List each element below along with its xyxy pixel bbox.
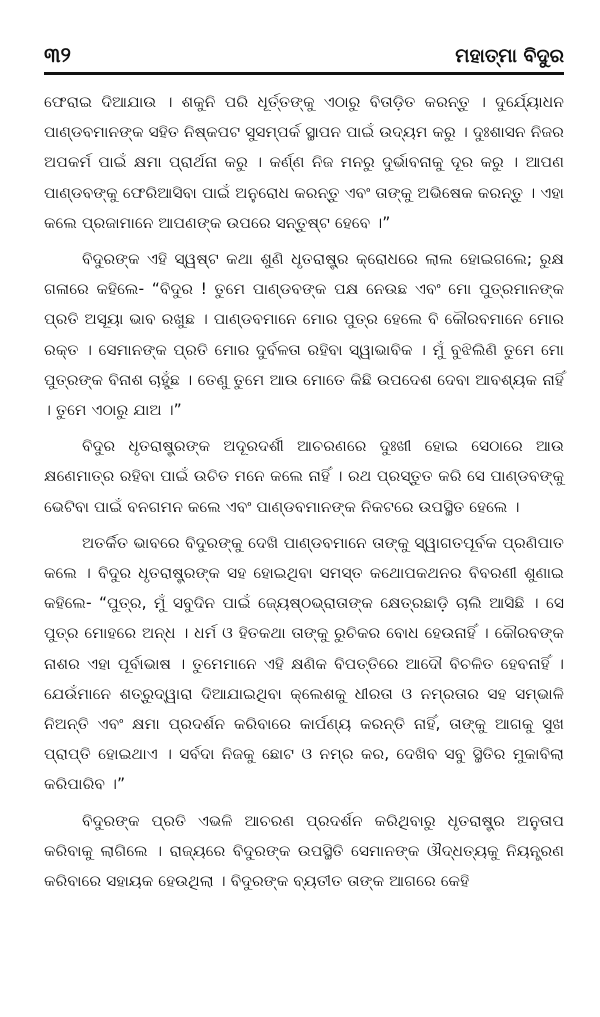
paragraph: ଅତର୍କିତ ଭାବରେ ବିଦୁରଙ୍କୁ ଦେଖି ପାଣ୍ଡବମାନେ ତାଙ୍କୁ ସ୍ୱାଗତପୂର୍ବକ ପ୍ରଣିପାତ କଲେ । ବିଦୁର ଧୃତରାଷ୍ଟ୍ରଙ୍କ ସହ ହୋଇଥିବା ସମସ୍ତ କଥୋପକଥନର ବିବରଣୀ ଶୁଣାଇ କହିଲେ- “ପୁତ୍ର, ମୁଁ ସବୁଦିନ ପାଇଁ ଜ୍ୟେଷ୍ଠଭ୍ରାତାଙ୍କ କ୍ଷେତ୍ରଛାଡ଼ି ଚାଲି ଆସିଛି । ସେ ପୁତ୍ର ମୋହରେ ଅନ୍ଧ । ଧର୍ମ ଓ ହିତକଥା ତାଙ୍କୁ ରୁଚିକର ବୋଧ ହେଉନାହିଁ । କୌରବଙ୍କ ନାଶର ଏହା ପୂର୍ବାଭାଷ । ତୁମେମାନେ ଏହି କ୍ଷଣିକ ବିପତ୍ତିରେ ଆଦୌ ବିଚଳିତ ହେବନାହିଁ । ଯେଉଁମାନେ ଶତ୍ରୁଦ୍ୱାରା ଦିଆଯାଇଥିବା କ୍ଲେଶକୁ ଧୀରତା ଓ ନମ୍ରତାର ସହ ସମ୍ଭାଳି ନିଅନ୍ତି ଏବଂ କ୍ଷମା ପ୍ରଦର୍ଶନ କରିବାରେ କାର୍ପଣ୍ୟ କରନ୍ତି ନାହିଁ, ତାଙ୍କୁ ଆଗକୁ ସୁଖ ପ୍ରାପ୍ତି ହୋଇଥାଏ । ସର୍ବଦା ନିଜକୁ ଛୋଟ ଓ ନମ୍ର କର, ଦେଖିବ ସବୁ ସ୍ଥିତିର ମୁକାବିଲା କରିପାରିବ ।” [44,533,564,794]
paragraph: ଫେରାଇ ଦିଆଯାଉ । ଶକୁନି ପରି ଧୂର୍ତ୍ତଙ୍କୁ ଏଠାରୁ ବିତାଡ଼ିତ କରନ୍ତୁ । ଦୁର୍ଯ୍ୟୋଧନ ପାଣ୍ଡବମାନଙ୍କ ସହିତ ନିଷ୍କପଟ ସୁସମ୍ପର୍କ ସ୍ଥାପନ ପାଇଁ ଉଦ୍ୟମ କରୁ । ଦୁଃଶାସନ ନିଜର ଅପକର୍ମ ପାଇଁ କ୍ଷମା ପ୍ରାର୍ଥନା କରୁ । କର୍ଣ୍ଣ ନିଜ ମନରୁ ଦୁର୍ଭାବନାକୁ ଦୂର କରୁ । ଆପଣ ପାଣ୍ଡବଙ୍କୁ ଫେରିଆସିବା ପାଇଁ ଅନୁରୋଧ କରନ୍ତୁ ଏବଂ ତାଙ୍କୁ ଅଭିଷେକ କରନ୍ତୁ । ଏହା କଲେ ପ୍ରଜାମାନେ ଆପଣଙ୍କ ଉପରେ ସନ୍ତୁଷ୍ଟ ହେବେ ।” [44,93,564,232]
page-header [44,38,564,75]
paragraph: ବିଦୁରଙ୍କ ଏହି ସ୍ୱଷ୍ଟ କଥା ଶୁଣି ଧୃତରାଷ୍ଟ୍ର କ୍ରୋଧରେ ଲାଲ ହୋଇଗଲେ; ରୁକ୍ଷ ଗଳାରେ କହିଲେ- “ବିଦୁର ! ତୁମେ ପାଣ୍ଡବଙ୍କ ପକ୍ଷ ନେଉଛ ଏବଂ ମୋ ପୁତ୍ରମାନଙ୍କ ପ୍ରତି ଅସୂୟା ଭାବ ରଖୁଛ । ପାଣ୍ଡବମାନେ ମୋର ପୁତ୍ର ହେଲେ ବି କୌରବମାନେ ମୋର ରକ୍ତ । ସେମାନଙ୍କ ପ୍ରତି ମୋର ଦୁର୍ବଳତା ରହିବା ସ୍ୱାଭାବିକ । ମୁଁ ବୁଝିଲିଣି ତୁମେ ମୋ ପୁତ୍ରଙ୍କ ବିନାଶ ଚାହୁଁଛ । ତେଣୁ ତୁମେ ଆଉ ମୋତେ କିଛି ଉପଦେଶ ଦେବା ଆବଶ୍ୟକ ନାହିଁ । ତୁମେ ଏଠାରୁ ଯାଅ ।” [44,250,564,420]
running-title: ମହାତ୍ମା ବିଦୁର [455,45,564,67]
page-number: ୩୨ [44,43,71,67]
paragraph: ବିଦୁରଙ୍କ ପ୍ରତି ଏଭଳି ଆଚରଣ ପ୍ରଦର୍ଶନ କରିଥିବାରୁ ଧୃତରାଷ୍ଟ୍ର ଅନୁତାପ କରିବାକୁ ଲାଗିଲେ । ରାଜ୍ୟରେ ବିଦୁରଙ୍କ ଉପସ୍ଥିତି ସେମାନଙ୍କ ଔଦ୍ଧତ୍ୟକୁ ନିୟନ୍ତ୍ରଣ କରିବାରେ ସହାୟକ ହେଉଥିଲା । ବିଦୁରଙ୍କ ବ୍ୟତୀତ ତାଙ୍କ ଆଗରେ କେହି [44,811,564,891]
paragraph: ବିଦୁର ଧୃତରାଷ୍ଟ୍ରଙ୍କ ଅଦୂରଦର୍ଶୀ ଆଚରଣରେ ଦୁଃଖୀ ହୋଇ ସେଠାରେ ଆଉ କ୍ଷଣେମାତ୍ର ରହିବା ପାଇଁ ଉଚିତ ମନେ କଲେ ନାହିଁ । ରଥ ପ୍ରସ୍ତୁତ କରି ସେ ପାଣ୍ଡବଙ୍କୁ ଭେଟିବା ପାଇଁ ବନଗମନ କଲେ ଏବଂ ପାଣ୍ଡବମାନଙ୍କ ନିକଟରେ ଉପସ୍ଥିତ ହେଲେ । [44,437,564,516]
body-text [44,87,564,896]
